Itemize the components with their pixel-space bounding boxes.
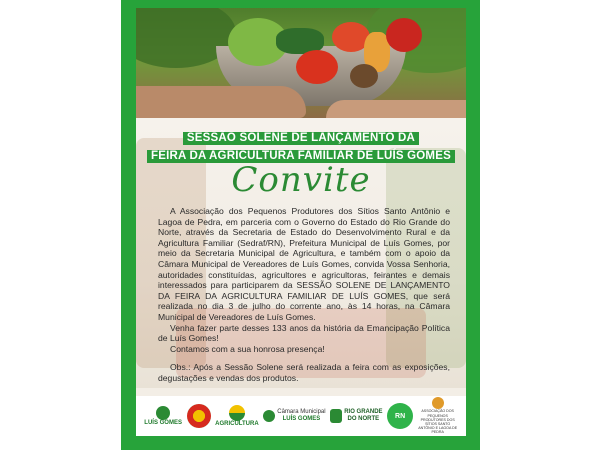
logo-bar xyxy=(136,396,466,436)
vegetable-basket-photo xyxy=(136,8,466,118)
governo-rn-logo: RIO GRANDE DO NORTE xyxy=(330,409,382,423)
municipal-seal-logo xyxy=(187,404,211,428)
paragraph-observation: Obs.: Após a Sessão Solene será realizada a feira com as exposições, degustações e vendas dos produtos. xyxy=(158,362,450,383)
invitation-card xyxy=(136,8,466,436)
prefeitura-luis-gomes-logo: LUÍS GOMES xyxy=(144,406,182,427)
title-line-2: FEIRA DA AGRICULTURA FAMILIAR DE LUÍS GOMES xyxy=(147,150,455,163)
title-line-1: SESSÃO SOLENE DE LANÇAMENTO DA xyxy=(183,132,419,145)
paragraph-invitation: A Associação dos Pequenos Produtores dos Sítios Santo Antônio e Lagoa de Pedra, em parceria com o Governo do Estado do Rio Grande do Norte, através da Secretaria de Estado do Desenvolvimento Rural e da Agricultura Familiar (Sedraf/RN), Prefeitura Municipal de Luís Gomes, por meio da Secretaria Municipal de Agricultura, e também com o apoio da Câmara Municipal de Vereadores de Luís Gomes, convida Vossa Senhoria, autoridades constituídas, agricultores e agricultoras, feirantes e demais interessados para participarem da SESSÃO SOLENE DE LANÇAMENTO DA FEIRA DA AGRICULTURA FAMILIAR DE LUÍS GOMES, que será realizada no dia 3 de julho do corrente ano, às 14 horas, na Câmara Municipal de Vereadores de Luís Gomes. xyxy=(158,206,450,322)
camara-municipal-logo: Câmara Municipal LUÍS GOMES xyxy=(263,409,325,423)
paragraph-emancipation: Venha fazer parte desses 133 anos da história da Emancipação Política de Luís Gomes! xyxy=(158,322,450,344)
associacao-produtores-logo: ASSOCIAÇÃO DOS PEQUENOS PRODUTORES DOS SÍTIOS SANTO ANTÔNIO E LAGOA DE PEDRA xyxy=(418,397,458,434)
convite-heading: Convite xyxy=(231,160,371,200)
paragraph-presence: Contamos com a sua honrosa presença! xyxy=(170,343,325,354)
invitation-text xyxy=(158,206,450,384)
secretaria-agricultura-logo: AGRICULTURA xyxy=(215,405,259,428)
sedraf-rn-logo: RN xyxy=(387,403,413,429)
invitation-title xyxy=(136,128,466,164)
